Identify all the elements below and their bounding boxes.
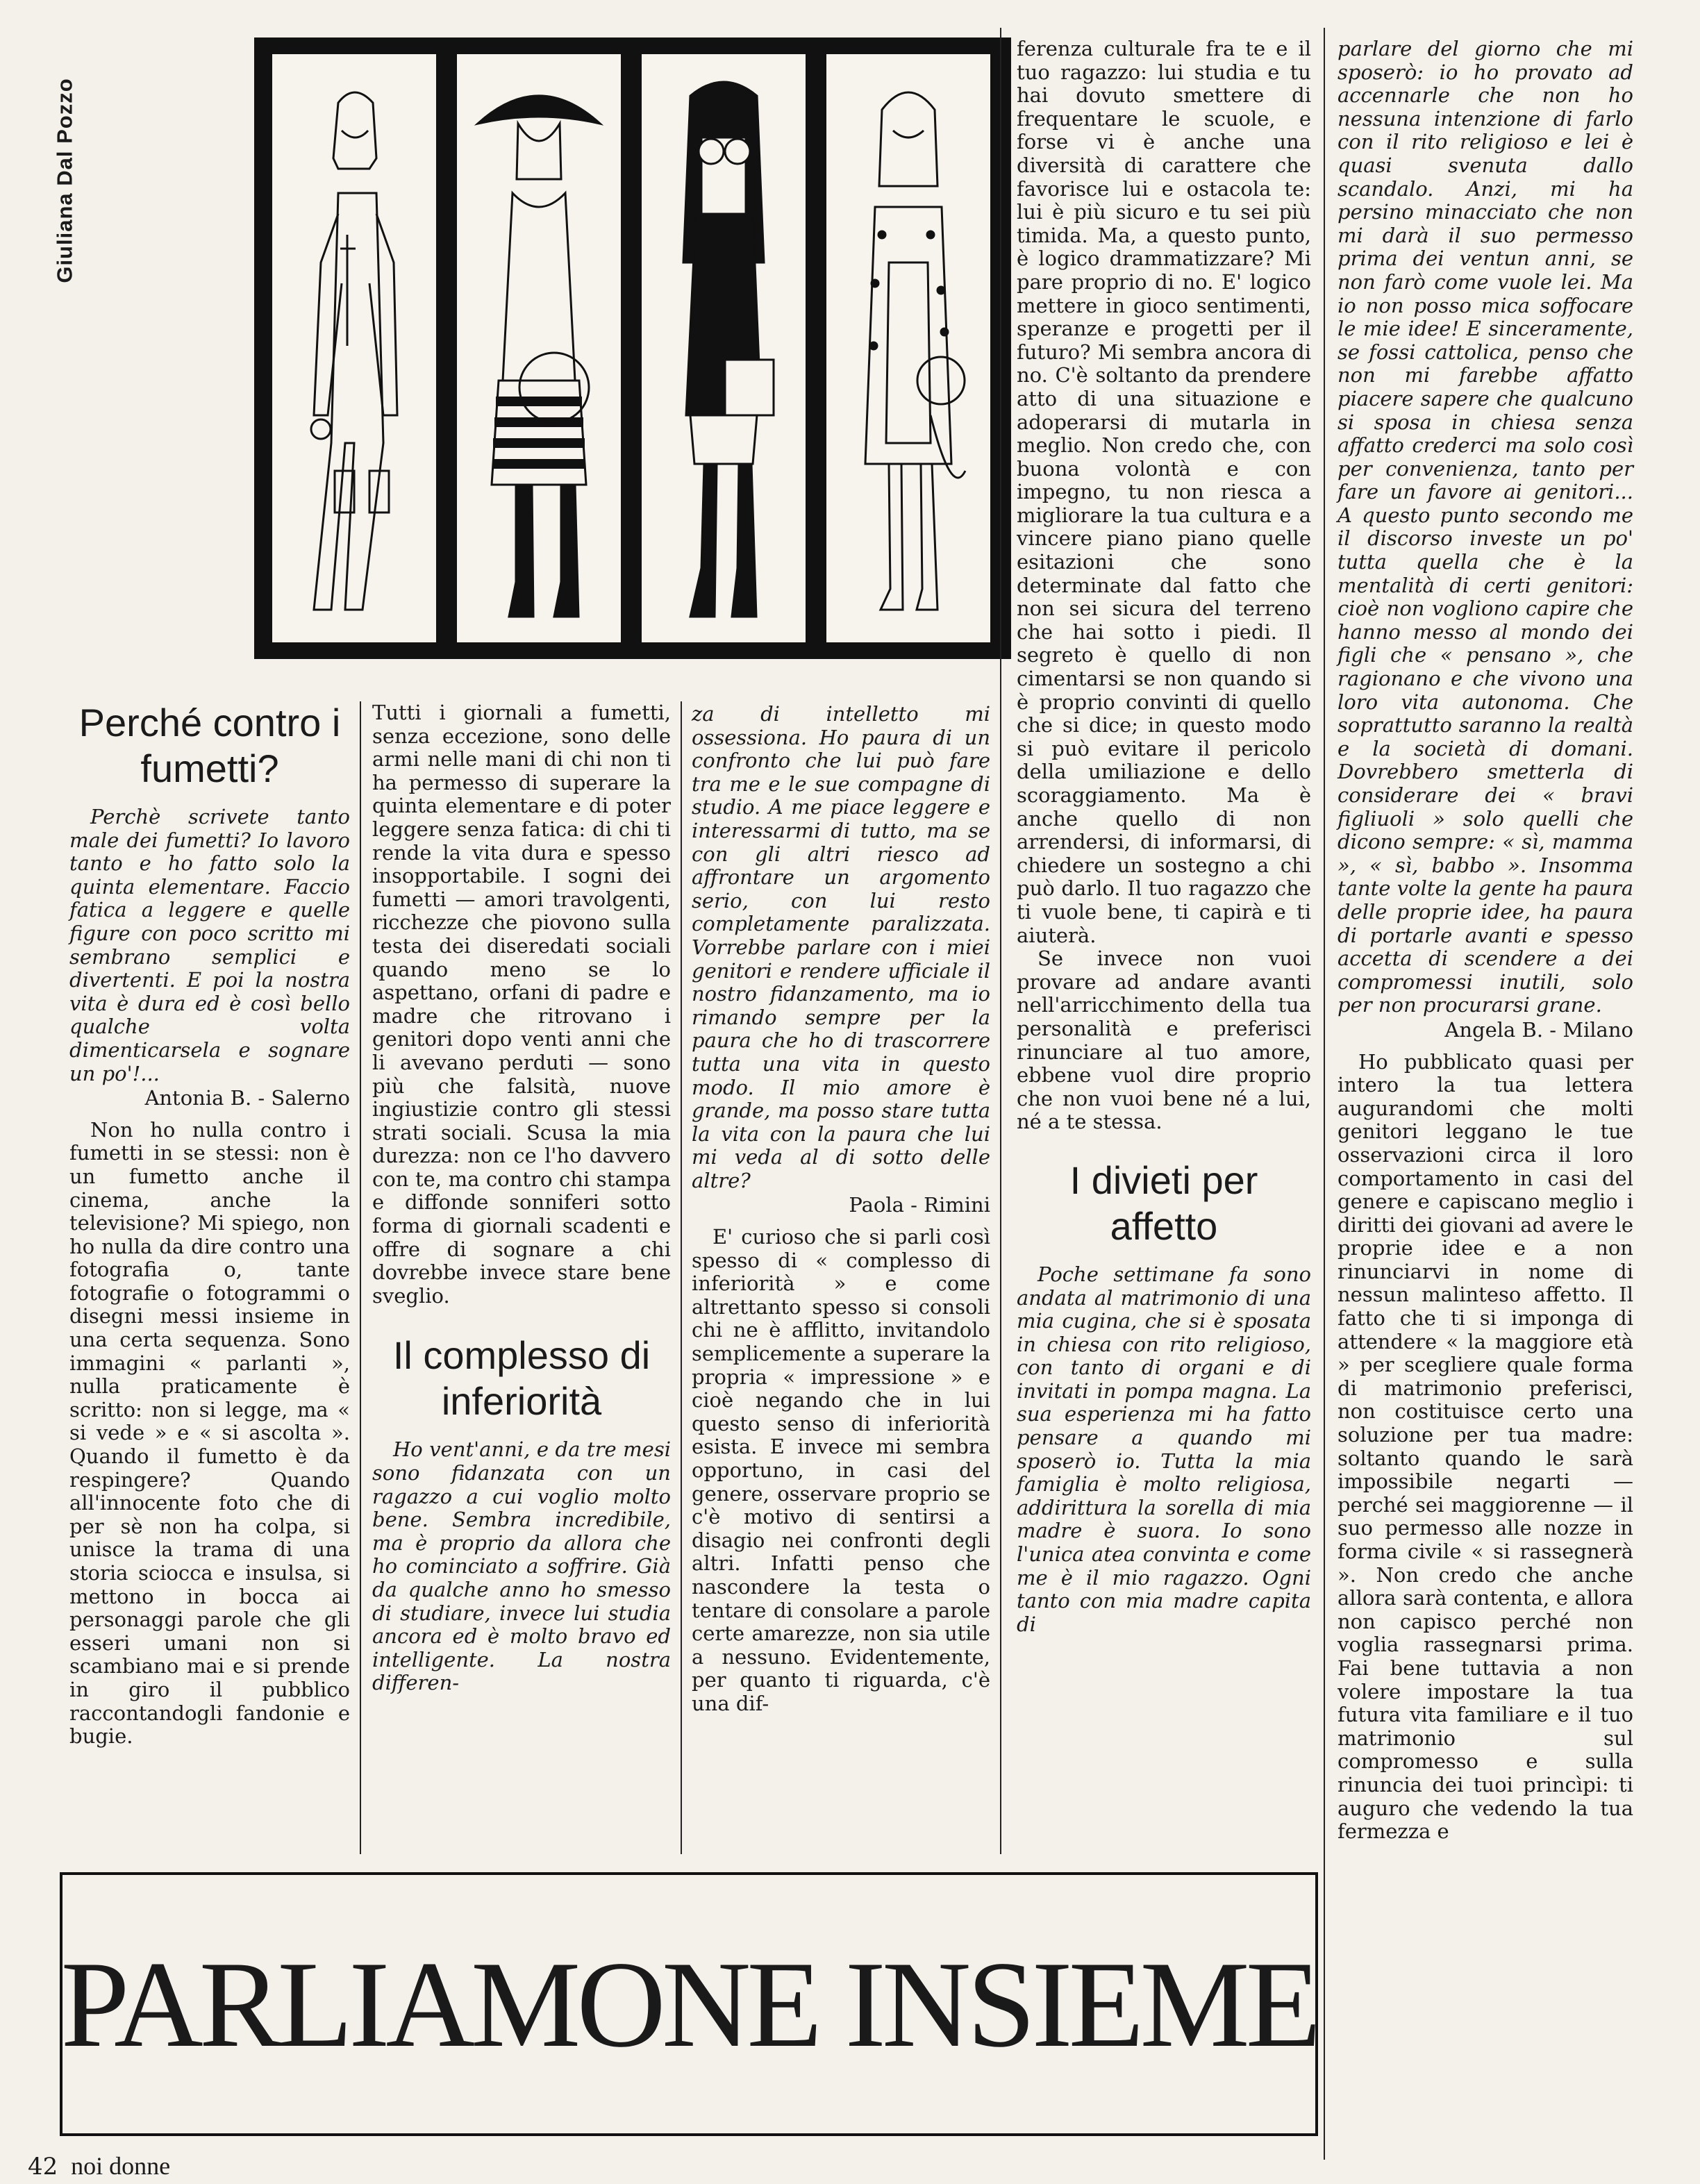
column-divider-1 xyxy=(360,701,361,1854)
author-credit xyxy=(44,42,86,319)
column-3 xyxy=(692,703,990,1716)
section2-reply-a: E' curioso che si parli così spesso di « complesso di inferiorità » e come altrettanto spesso si consoli chi ne è afflitto, invitandolo semplicemente a superare la propria « impressione » e cioè negando che in lui questo senso di inferiorità esista. E invece mi sembra opportuno, in casi del genere, osservare proprio se c'è motivo di sentirsi a disagio nei confronti degli altri. Infatti penso che nascondere la testa o tentare di consolare a parole certe amarezze, non sia utile a nessuno. Evidentemente, per quanto ti riguarda, c'è una dif- xyxy=(692,1225,990,1715)
column-5 xyxy=(1338,37,1633,1844)
section2-letter-a: Ho vent'anni, e da tre mesi sono fidanzata con un ragazzo a cui voglio molto bene. Sembra incredibile, ma è proprio da allora che ho cominciato a soffrire. Già da qualche anno ho smesso di studiare, invece lui studia ancora ed è molto bravo ed intelligente. La nostra differen- xyxy=(372,1437,671,1695)
section3-title: I divieti per affetto xyxy=(1069,1158,1258,1248)
section3-signature: Angela B. - Milano xyxy=(1444,1017,1633,1042)
magazine-name: noi donne xyxy=(71,2152,171,2180)
illustration xyxy=(254,37,1011,659)
page-footer xyxy=(28,2151,170,2181)
section2-letter-b: za di intelletto mi ossessiona. Ho paura di un confronto che lui può fare tra me e le sue compagne di studio. A me piace leggere e interessarmi di tutto, ma se con gli altri riesco ad affrontare un argomento serio, con lui resto completamente paralizzata. Vorrebbe parlare con i miei genitori e rendere ufficiale il nostro fidanzamento, ma io rimando sempre per la paura che ho di trascorrere tutta una vita in questo modo. Il mio amore è grande, ma posso stare tutta la vita con la paura che lui mi veda al di sotto delle altre? xyxy=(692,702,990,1192)
illustration-panel-4 xyxy=(826,54,990,642)
section1-letter: Perchè scrivete tanto male dei fumetti? Io lavoro tanto e ho fatto solo la quinta elementare. Faccio fatica a leggere e quelle figure con poco scritto mi sembrano semplici e divertenti. E poi la nostra vita è dura ed è così bello qualche volta dimenticarsela e sognare un po'!... xyxy=(69,805,350,1085)
column-divider-3 xyxy=(1000,28,1001,1854)
column-2 xyxy=(372,701,671,1695)
illustration-panel-3 xyxy=(642,54,806,642)
page-number: 42 xyxy=(28,2153,58,2181)
banner-title: PARLIAMONE INSIEME xyxy=(60,1935,1317,2073)
section2-title: Il complesso di inferiorità xyxy=(392,1333,651,1424)
column-1 xyxy=(69,696,350,1749)
section3-letter-a: Poche settimane fa sono andata al matrimonio di una mia cugina, che si è sposata in chiesa con rito religioso, con tanto di organi e di invitati in pompa magna. La sua esperienza mi ha fatto pensare a quando mi sposerò io. Tutta la mia famiglia è molto religiosa, addirittura la sorella di mia madre è suora. Io sono l'unica atea convinta e come me è il mio ragazzo. Ogni tanto con mia madre capita di xyxy=(1017,1262,1311,1636)
illustration-panel-1 xyxy=(272,54,436,642)
column-divider-2 xyxy=(681,701,682,1854)
section1-reply-1: Non ho nulla contro i fumetti in se stessi: non è un fumetto anche il cinema, anche la televisione? Mi spiego, non ho nulla da dire contro una fotografia o, tante fotografie o fotogrammi o disegni messi insieme in una certa sequenza. Sono immagini « parlanti », nulla praticamente è scritto: non si legge, ma « si vede » e « si ascolta ». Quando il fumetto è da respingere? Quando all'innocente foto che di per sè non ha colpa, si unisce la trama di una storia sciocca e insulsa, si mettono in bocca ai personaggi parole che gli esseri umani non si scambiano mai e si prende in giro il pubblico raccontandogli fandonie e bugie. xyxy=(69,1117,350,1749)
section3-reply: Ho pubblicato quasi per intero la tua lettera augurandomi che molti genitori leggano le tue osservazioni circa il loro comportamento in casi del genere e capiscano meglio i diritti dei giovani ad avere le proprie idee e a non rinunciarvi in nome di nessun malinteso affetto. Il fatto che ti si imponga di attendere « la maggiore età » per scegliere quale forma di matrimonio preferisci, non costituisce certo una soluzione per tua madre: soltanto quando le sarà impossibile negarti — perché sei maggiorenne — il suo permesso alle nozze in forma civile « si rassegnerà ». Non credo che anche allora sarà contenta, e allora non capisco perché non voglia rassegnarsi prima. Fai bene tuttavia a non volere impostare la tua futura vita familiare e il tuo matrimonio sul compromesso e sulla rinuncia dei tuoi princìpi: ti auguro che vedendo la tua fermezza e xyxy=(1338,1049,1633,1844)
author-name: Giuliana Dal Pozzo xyxy=(53,78,78,283)
section1-reply-2: Tutti i giornali a fumetti, senza eccezione, sono delle armi nelle mani di chi non ti ha permesso di superare la quinta elementare e di poter leggere senza fatica: di chi ti rende la vita dura e spesso insopportabile. I sogni dei fumetti — amori travolgenti, ricchezze che piovono sulla testa dei diseredati sociali quando meno se lo aspettano, orfani di padre e madre che ritrovano i genitori dopo venti anni che li avevano perduti — sono più che falsità, nuove ingiustizie contro gli stessi strati sociali. Scusa la mia durezza: non ce l'ho davvero con te, ma contro chi stampa e diffonde sonniferi sotto forma di giornali scadenti e offre di sognare a chi dovrebbe invece stare bene sveglio. xyxy=(372,701,671,1308)
section3-letter-b: parlare del giorno che mi sposerò: io ho provato ad accennarle che non ho nessuna intenzione di farlo con il rito religioso e lei è quasi svenuta dallo scandalo. Anzi, mi ha persino minacciato che non mi darà il suo permesso prima dei ventun anni, se non farò come vuole lei. Ma io non posso mica soffocare le mie idee! E sinceramente, se fossi cattolica, penso che non mi farebbe affatto piacere sapere che qualcuno si sposa in chiesa senza affatto crederci ma solo così per convenienza, tanto per fare un favore ai genitori... A questo punto secondo me il discorso investe un po' tutta quella che è la mentalità di certi genitori: cioè non vogliono capire che hanno messo al mondo dei figli che « pensano », che ragionano e che vivono una loro vita autonoma. Che soprattutto saranno la realtà e la società di domani. Dovrebbero smetterla di considerare dei « bravi figliuoli » solo quelli che dicono sempre: « sì, mamma », « sì, babbo ». Insomma tante volte la gente ha paura delle proprie idee, ha paura di portarle avanti e spesso accetta di scendere a dei compromessi inutili, solo per non procurarsi grane. xyxy=(1338,37,1633,1017)
column-4 xyxy=(1017,37,1311,1636)
section2-signature: Paola - Rimini xyxy=(849,1193,990,1217)
illustration-panel-2 xyxy=(457,54,621,642)
section2-reply-b: ferenza culturale fra te e il tuo ragazzo: lui studia e tu hai dovuto smettere di frequentare le scuole, e forse vi è anche una diversità di carattere che favorisce lui e ostacola te: lui è più sicuro e tu sei più timida. Ma, a questo punto, è logico drammatizzare? Mi pare proprio di no. E' logico mettere in gioco sentimenti, speranze e progetti per il futuro? Mi sembra ancora di no. C'è soltanto da prendere atto di una situazione e adoperarsi di mutarla in meglio. Non credo che, con buona volontà e con impegno, tu non riesca a migliorare la tua cultura e a vincere piano piano quelle esitazioni che sono determinate dal fatto che non sei sicura del terreno che hai sotto i piedi. Il segreto è quello di non cimentarsi se non quando si è proprio convinti di quello che si dice; in questo modo si può evitare il pericolo della umiliazione e dello scoraggiamento. Ma è anche quello di non arrendersi, di informarsi, di chiedere un sostegno a chi può darlo. Il tuo ragazzo che ti vuole bene, ti capirà e ti aiuterà. xyxy=(1017,37,1311,947)
banner xyxy=(60,1872,1318,2136)
column-divider-4 xyxy=(1324,28,1325,2160)
section2-reply-c: Se invece non vuoi provare ad andare avanti nell'arricchimento della tua personalità e preferisci rinunciare al tuo amore, ebbene vuol dire proprio che non vuoi bene né a lui, né a te stessa. xyxy=(1017,947,1311,1134)
section1-title: Perché contro i fumetti? xyxy=(78,701,341,790)
section1-signature: Antonia B. - Salerno xyxy=(144,1086,350,1110)
